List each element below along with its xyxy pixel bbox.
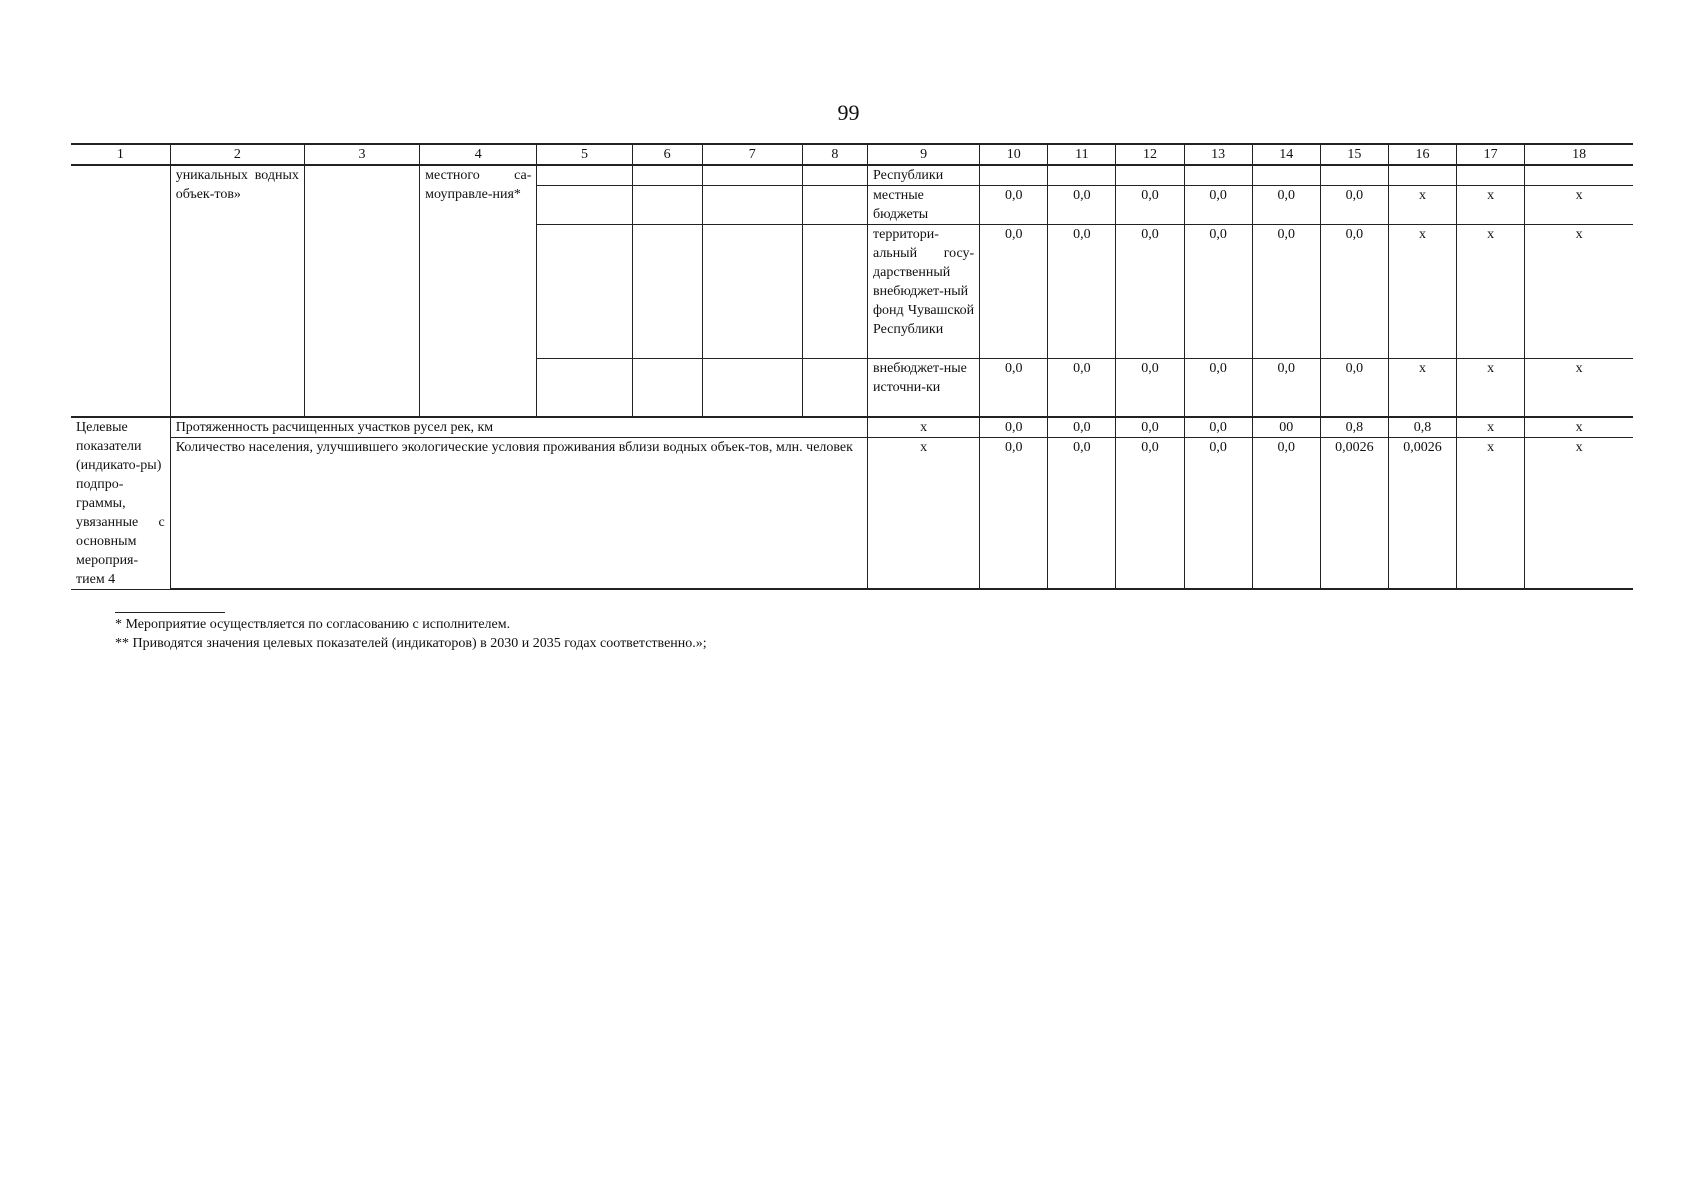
value-cell: 0,0	[1184, 225, 1252, 359]
value-cell: x	[1525, 417, 1633, 438]
value-cell: 0,0	[1116, 437, 1184, 589]
value-cell: 0,0	[980, 359, 1048, 417]
value-cell	[1320, 165, 1388, 186]
value-cell	[1388, 165, 1456, 186]
cell-empty	[632, 359, 702, 417]
cell-empty	[632, 225, 702, 359]
cell-empty	[702, 165, 802, 186]
cell-empty	[802, 186, 867, 225]
value-cell	[1048, 165, 1116, 186]
header-cell: 16	[1388, 144, 1456, 165]
value-cell: 0,0	[1116, 225, 1184, 359]
cell-empty	[537, 225, 632, 359]
value-cell: 0,0	[980, 186, 1048, 225]
program-table	[71, 143, 1633, 590]
header-cell: 18	[1525, 144, 1633, 165]
value-cell: 0,0	[1320, 186, 1388, 225]
value-cell: 0,0	[1320, 225, 1388, 359]
header-cell: 2	[170, 144, 304, 165]
funding-source-cell: местные бюджеты	[867, 186, 979, 225]
value-cell: 0,0	[1184, 437, 1252, 589]
event-name-cell: уникальных водных объек-тов»	[170, 165, 304, 417]
value-cell: x	[1525, 437, 1633, 589]
header-cell: 3	[304, 144, 419, 165]
value-cell: 0,0	[1252, 186, 1320, 225]
value-cell: x	[867, 437, 979, 589]
value-cell: 0,0	[980, 437, 1048, 589]
value-cell	[980, 165, 1048, 186]
value-cell: 0,0026	[1388, 437, 1456, 589]
footnotes	[115, 612, 707, 653]
value-cell: x	[1525, 225, 1633, 359]
header-cell: 9	[867, 144, 979, 165]
value-cell: 0,0	[1048, 417, 1116, 438]
value-cell: 0,0	[1320, 359, 1388, 417]
value-cell: 0,0	[1252, 437, 1320, 589]
cell-empty	[702, 359, 802, 417]
value-cell	[1525, 165, 1633, 186]
cell-empty	[304, 165, 419, 417]
cell-empty	[537, 165, 632, 186]
cell-empty	[71, 165, 170, 417]
cell-empty	[632, 165, 702, 186]
cell-empty	[702, 225, 802, 359]
value-cell	[1184, 165, 1252, 186]
value-cell: 0,0	[1116, 359, 1184, 417]
header-cell: 7	[702, 144, 802, 165]
value-cell: x	[1388, 359, 1456, 417]
cell-empty	[802, 165, 867, 186]
value-cell: 0,0	[1048, 359, 1116, 417]
value-cell: x	[1457, 186, 1525, 225]
column-number-row	[71, 144, 1633, 165]
header-cell: 6	[632, 144, 702, 165]
value-cell: 0,0026	[1320, 437, 1388, 589]
cell-empty	[537, 359, 632, 417]
value-cell: x	[1457, 437, 1525, 589]
table-row	[71, 165, 1633, 186]
header-cell: 1	[71, 144, 170, 165]
cell-empty	[802, 225, 867, 359]
value-cell: x	[1525, 186, 1633, 225]
header-cell: 10	[980, 144, 1048, 165]
value-cell: 0,0	[980, 225, 1048, 359]
value-cell: 00	[1252, 417, 1320, 438]
funding-source-cell: Республики	[867, 165, 979, 186]
footnote: ** Приводятся значения целевых показателей (индикаторов) в 2030 и 2035 годах соответственно.»;	[115, 636, 707, 651]
value-cell: x	[1457, 417, 1525, 438]
header-cell: 15	[1320, 144, 1388, 165]
indicator-row	[71, 417, 1633, 438]
value-cell	[1457, 165, 1525, 186]
header-cell: 8	[802, 144, 867, 165]
funding-source-cell: территори-альный госу-дарственный внебюджет-ный фонд Чувашской Республики	[867, 225, 979, 359]
value-cell: 0,0	[1184, 417, 1252, 438]
cell-empty	[802, 359, 867, 417]
value-cell: 0,0	[1048, 186, 1116, 225]
header-cell: 14	[1252, 144, 1320, 165]
page-number: 99	[837, 100, 860, 125]
executor-cell: местного са-моуправле-ния*	[420, 165, 537, 417]
indicator-name-cell: Протяженность расчищенных участков русел рек, км	[170, 417, 867, 438]
cell-empty	[632, 186, 702, 225]
value-cell: 0,0	[980, 417, 1048, 438]
value-cell	[1116, 165, 1184, 186]
value-cell: x	[1457, 225, 1525, 359]
value-cell: 0,0	[1252, 359, 1320, 417]
cell-empty	[702, 186, 802, 225]
value-cell: x	[1388, 186, 1456, 225]
indicator-row	[71, 437, 1633, 589]
footnote: * Мероприятие осуществляется по согласованию с исполнителем.	[115, 617, 511, 632]
value-cell: 0,0	[1116, 186, 1184, 225]
value-cell	[1252, 165, 1320, 186]
value-cell: 0,0	[1048, 437, 1116, 589]
value-cell: 0,0	[1116, 417, 1184, 438]
value-cell: 0,0	[1184, 186, 1252, 225]
value-cell: 0,0	[1048, 225, 1116, 359]
header-cell: 17	[1457, 144, 1525, 165]
header-cell: 5	[537, 144, 632, 165]
indicator-name-cell: Количество населения, улучшившего экологические условия проживания вблизи водных объек-тов, млн. человек	[170, 437, 867, 589]
cell-empty	[537, 186, 632, 225]
value-cell: 0,0	[1252, 225, 1320, 359]
header-cell: 4	[420, 144, 537, 165]
value-cell: 0,8	[1388, 417, 1456, 438]
indicators-label-cell: Целевые показатели (индикато-ры) подпро-граммы, увязанные с основным мероприя-тием 4	[71, 417, 170, 590]
value-cell: x	[1388, 225, 1456, 359]
value-cell: x	[1525, 359, 1633, 417]
footnote-divider	[115, 612, 225, 613]
header-cell: 11	[1048, 144, 1116, 165]
header-cell: 12	[1116, 144, 1184, 165]
value-cell: x	[1457, 359, 1525, 417]
value-cell: 0,8	[1320, 417, 1388, 438]
value-cell: 0,0	[1184, 359, 1252, 417]
funding-source-cell: внебюджет-ные источни-ки	[867, 359, 979, 417]
value-cell: x	[867, 417, 979, 438]
header-cell: 13	[1184, 144, 1252, 165]
